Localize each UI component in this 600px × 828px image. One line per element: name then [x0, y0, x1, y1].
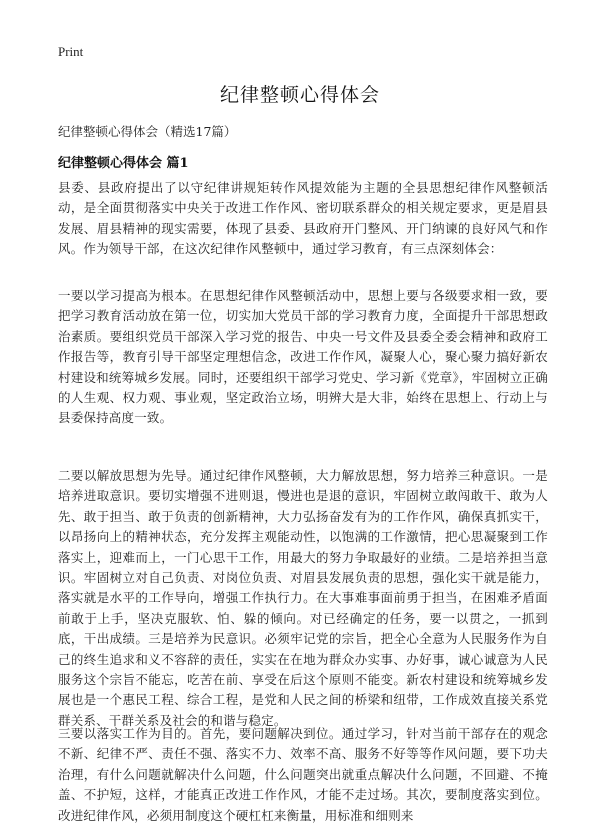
- paragraph-point-three: 三要以落实工作为目的。首先，要问题解决到位。通过学习，针对当前干部存在的观念不新、纪律不严、责任不强、落实不力、效率不高、服务不好等等作风问题，要下功夫治理，有什么问题就解决什么问题，什么问题突出就重点解决什么问题，不回避、不掩盖、不护短，这样，才能真正改进工作作风，才能不走过场。其次，要制度落实到位。改进纪律作风，必须用制度这个硬杠杠来衡量，用标准和细则来: [58, 726, 548, 823]
- section-heading: 纪律整顿心得体会 篇1: [58, 156, 189, 171]
- document-title: 纪律整顿心得体会: [219, 84, 380, 106]
- paragraph-point-two: 二要以解放思想为先导。通过纪律作风整顿，大力解放思想，努力培养三种意识。一是培养进取意识。要切实增强不进则退，慢进也是退的意识，牢固树立敢闯敢干、敢为人先、敢于担当、敢于负责的创新精神，大力弘扬奋发有为的工作作风，确保真抓实干，以昂扬向上的精神状态，充分发挥主观能动性，以饱满的工作激情，把心思凝聚到工作落实上，迎难而上，一门心思干工作，用最大的努力争取最好的业绩。二是培养担当意识。牢固树立对自己负责、对岗位负责、对眉县发展负责的思想，强化实干就是能力，落实就是水平的工作导向，增强工作执行力。在大事难事面前勇于担当，在困难矛盾面前敢于上手，坚决克服软、怕、躲的倾向。对已经确定的任务，要一以贯之，一抓到底，干出成绩。三是培养为民意识。必须牢记党的宗旨，把全心全意为人民服务作为自己的终生追求和义不容辞的责任，实实在在地为群众办实事、办好事，诚心诚意为人民服务这个宗旨不能忘，吃苦在前、享受在后这个原则不能变。新农村建设和统筹城乡发展也是一个惠民工程、综合工程，是党和人民之间的桥梁和纽带，工作成效直接关系党群关系、干群关系及社会的和谐与稳定。: [58, 468, 548, 728]
- paragraph-intro: 县委、县政府提出了以守纪律讲规矩转作风提效能为主题的全县思想纪律作风整顿活动，是全面贯彻落实中央关于改进工作作风、密切联系群众的相关规定要求，更是眉县发展、眉县精神的现实需要，体现了县委、县政府开门整风、开门纳谏的良好风气和作风。作为领导干部，在这次纪律作风整顿中，通过学习教育，有三点深刻体会：: [58, 180, 548, 257]
- print-label: Print: [58, 44, 84, 59]
- document-subtitle: 纪律整顿心得体会（精选17篇）: [58, 124, 237, 139]
- paragraph-point-one: 一要以学习提高为根本。在思想纪律作风整顿活动中，思想上要与各级要求相一致，要把学习教育活动放在第一位，切实加大党员干部的学习教育力度，全面提升干部思想政治素质。要组织党员干部深入学习党的报告、中央一号文件及县委全委会精神和政府工作报告等，教育引导干部坚定理想信念，改进工作作风，凝聚人心，聚心聚力搞好新农村建设和统筹城乡发展。同时，还要组织干部学习党史、学习新《党章》，牢固树立正确的人生观、权力观、事业观，坚定政治立场，明辨大是大非，始终在思想上、行动上与县委保持高度一致。: [58, 288, 548, 426]
